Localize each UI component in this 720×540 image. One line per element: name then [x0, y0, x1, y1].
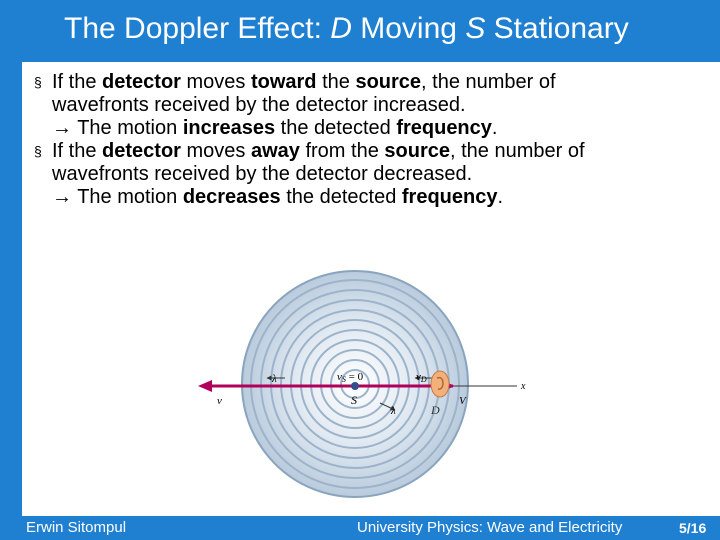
bullet-2-line-2: wavefronts received by the detector decreased. [52, 163, 473, 185]
footer [0, 516, 720, 540]
source-label: S [351, 393, 357, 407]
bullet-1-line-2: wavefronts received by the detector increased. [52, 94, 466, 116]
doppler-diagram [195, 268, 535, 500]
footer-author: Erwin Sitompul [26, 519, 127, 536]
bullet-1 [34, 71, 714, 140]
lambda-label-2: λ [391, 405, 396, 417]
bullet-2 [34, 140, 714, 209]
ear-icon [431, 371, 449, 397]
arrow-icon: → [52, 186, 72, 208]
footer-course: University Physics: Wave and Electricity [357, 519, 623, 536]
arrow-icon: → [52, 117, 72, 139]
v-left-label: v [217, 395, 222, 407]
bullet-2-line-1: If the detector moves away from the source, the number of [52, 140, 585, 162]
bullet-marker: § [34, 143, 42, 159]
x-axis-label: x [521, 381, 526, 392]
title-bar [0, 0, 720, 62]
bullet-2-line-3: → The motion decreases the detected frequency. [52, 186, 504, 208]
vs-label: vS = 0 [337, 371, 364, 384]
bullet-list [34, 71, 714, 209]
bullet-1-line-1: If the detector moves toward the source, the number of [52, 71, 556, 93]
left-arrowhead [198, 380, 212, 392]
bullet-1-line-3: → The motion increases the detected frequency. [52, 117, 498, 139]
lambda-label: λ [272, 373, 277, 385]
detector-label: D [431, 403, 440, 417]
bullet-marker: § [34, 74, 42, 90]
slide-title: The Doppler Effect: D Moving S Stationary [64, 12, 629, 45]
v-right-label: V [459, 395, 466, 407]
vd-label: vD [416, 371, 427, 384]
page-number: 5/16 [679, 520, 707, 536]
source-dot [351, 382, 359, 390]
